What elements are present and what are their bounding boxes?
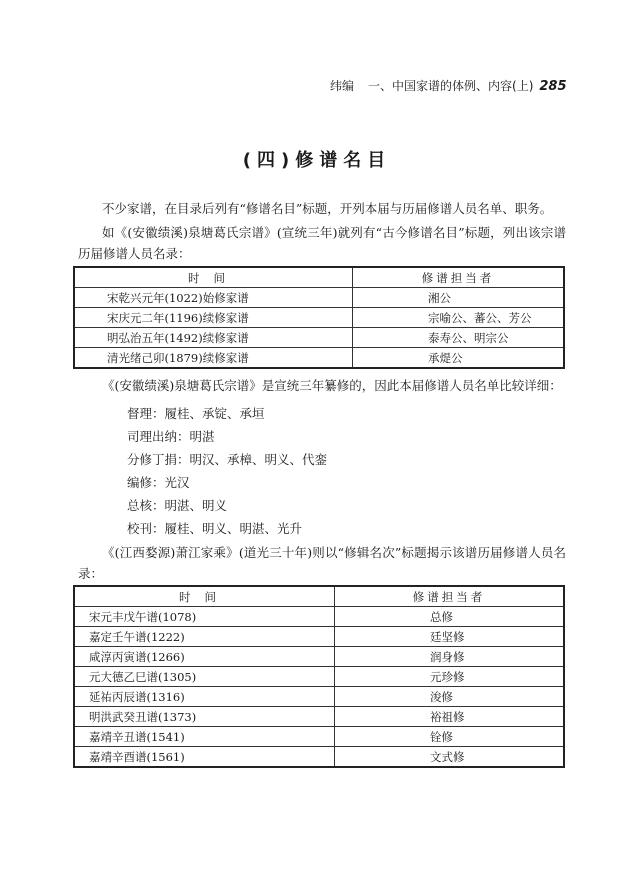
table-row [74,308,564,328]
table-header-row [74,586,564,607]
role-donation-collectors: 分修丁捐：明汉、承樟、明义、代銮 [127,452,328,467]
column-header-time: 时间 [74,267,353,288]
cell-time: 清光绪己卯(1879)续修家谱 [74,348,353,369]
table-row [74,727,564,747]
cell-editors: 文式修 [335,747,565,768]
cell-time: 嘉定壬午谱(1222) [74,627,335,647]
table-row [74,607,564,627]
cell-time: 嘉靖辛丑谱(1541) [74,727,335,747]
cell-editors: 承煶公 [353,348,565,369]
role-editor: 编修：光汉 [127,475,190,490]
paragraph-example-1: 如《(安徽绩溪)泉塘葛氏宗谱》(宣统三年)就列有“古今修谱名目”标题，列出该宗谱历届修谱人员名录： [78,225,566,261]
paragraph-intro: 不少家谱，在目录后列有“修谱名目”标题，开列本届与历届修谱人员名单、职务。 [102,201,553,216]
cell-editors: 润身修 [335,647,565,667]
role-proofreaders: 校刊：履桂、明义、明湛、光升 [127,521,303,536]
cell-time: 宋乾兴元年(1022)始修家谱 [74,288,353,308]
table-row [74,747,564,768]
cell-editors: 元珍修 [335,667,565,687]
table-header-row [74,267,564,288]
table-row [74,667,564,687]
page-number: 285 [539,79,567,94]
cell-time: 宋庆元二年(1196)续修家谱 [74,308,353,328]
paragraph-example-2: 《(江西婺源)萧江家乘》(道光三十年)则以“修辑名次”标题揭示该谱历届修谱人员名录： [78,545,566,581]
cell-editors: 铨修 [335,727,565,747]
cell-time: 延祐丙辰谱(1316) [74,687,335,707]
cell-time: 嘉靖辛酉谱(1561) [74,747,335,768]
cell-editors: 浚修 [335,687,565,707]
cell-editors: 泰寿公、明宗公 [353,328,565,348]
role-supervisor: 督理：履桂、承锭、承垣 [127,406,265,421]
table-row [74,288,564,308]
table-ge-clan-history [73,266,565,369]
table-row [74,687,564,707]
column-header-editors: 修谱担当者 [353,267,565,288]
header-author: 纬编 [330,79,355,93]
table-row [74,647,564,667]
table-row [74,627,564,647]
cell-editors: 总修 [335,607,565,627]
section-title: (四)修谱名目 [242,150,392,171]
cell-time: 咸淳丙寅谱(1266) [74,647,335,667]
cell-time: 元大德乙巳谱(1305) [74,667,335,687]
table-xiao-jiang-history [73,585,565,768]
header-chapter: 一、中国家谱的体例、内容(上) [368,79,534,93]
cell-editors: 宗喻公、蕃公、芳公 [353,308,565,328]
role-treasurer: 司理出纳：明湛 [127,429,215,444]
table-row [74,348,564,369]
running-header [330,77,565,94]
cell-time: 明洪武癸丑谱(1373) [74,707,335,727]
cell-editors: 裕祖修 [335,707,565,727]
column-header-time: 时间 [74,586,335,607]
role-chief-reviewer: 总核：明湛、明义 [127,498,228,513]
cell-time: 明弘治五年(1492)续修家谱 [74,328,353,348]
paragraph-current-edition: 《(安徽绩溪)泉塘葛氏宗谱》是宣统三年纂修的，因此本届修谱人员名单比较详细： [102,378,562,393]
table-row [74,707,564,727]
cell-editors: 湘公 [353,288,565,308]
column-header-editors: 修谱担当者 [335,586,565,607]
table-row [74,328,564,348]
cell-editors: 廷坚修 [335,627,565,647]
cell-time: 宋元丰戊午谱(1078) [74,607,335,627]
